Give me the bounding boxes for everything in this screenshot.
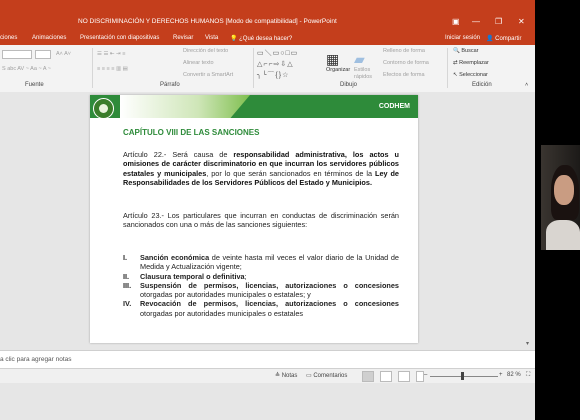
notes-button[interactable]: ≜ Notas — [275, 373, 298, 379]
shape-fill-button[interactable]: Relleno de forma — [383, 48, 425, 54]
restore-icon[interactable]: ❐ — [495, 17, 503, 26]
list-buttons-icon[interactable]: ☰ ☰ ⇤ ⇥ ≡ — [97, 51, 126, 57]
item-bold: Revocación de permisos, licencias, autorizaciones o concesiones — [140, 299, 399, 309]
slide-canvas[interactable] — [90, 95, 418, 343]
window-title: NO DISCRIMINACIÓN Y DERECHOS HUMANOS [Modo de compatibilidad] - PowerPoint — [78, 18, 337, 25]
zoom-thumb[interactable] — [461, 372, 464, 380]
ribbon-display-icon[interactable]: ▣ — [452, 17, 460, 26]
item-bold: Sanción económica — [140, 253, 210, 262]
comments-button[interactable]: ▭ Comentarios — [306, 373, 348, 379]
art22-bold-2: Ley de Responsabilidades de los Servidores Públicos del Estado y Municipios. — [123, 168, 399, 187]
close-icon[interactable]: ✕ — [518, 17, 525, 26]
list-item — [123, 299, 399, 318]
notes-placeholder: a clic para agregar notas — [0, 356, 72, 363]
art22-bold-1: responsabilidad administrativa, los actos u omisiones de carácter discriminatorio en que incurran los servidores públicos estatales y municipales — [123, 150, 399, 178]
editing-group-label: Edición — [472, 82, 492, 88]
sanctions-list — [123, 253, 399, 318]
header-stripe — [120, 95, 250, 118]
collapse-ribbon-icon[interactable]: ˄ — [525, 82, 529, 88]
tab-animations[interactable]: Animaciones — [32, 35, 67, 41]
zoom-out-icon[interactable]: – — [424, 372, 428, 378]
tab-slideshow[interactable]: Presentación con diapositivas — [80, 35, 160, 41]
find-button[interactable]: 🔍 Buscar — [453, 48, 479, 54]
chapter-title: CAPÍTULO VIII DE LAS SANCIONES — [123, 128, 260, 137]
ribbon — [0, 45, 535, 93]
ribbon-separator — [92, 48, 93, 88]
item-text: otorgadas por autoridades municipales o estatales — [140, 308, 304, 318]
list-item — [123, 253, 399, 272]
zoom-slider[interactable] — [430, 376, 498, 377]
tab-view[interactable]: Vista — [205, 35, 219, 41]
arrange-button[interactable]: Organizar — [326, 67, 351, 73]
select-label: Seleccionar — [459, 72, 488, 78]
item-bold: Clausura temporal o definitiva — [140, 271, 245, 281]
tab-review[interactable]: Revisar — [173, 35, 194, 41]
zoom-in-icon[interactable]: + — [499, 372, 503, 378]
art22-text-1: Artículo 22.- Será causa de — [123, 150, 234, 159]
slide-editing-area — [0, 92, 535, 350]
ribbon-separator — [447, 48, 448, 88]
item-number: II. — [123, 271, 130, 281]
shape-outline-button[interactable]: Contorno de forma — [383, 60, 429, 66]
font-grow-icon[interactable]: A˄ A˅ — [56, 51, 71, 57]
find-label: Buscar — [461, 48, 479, 54]
tell-me-search[interactable]: 💡 ¿Qué desea hacer? — [230, 36, 293, 42]
share-button[interactable]: 👤 Compartir — [486, 36, 522, 42]
font-format-icons[interactable]: S abc AV ~ Aa ~ A ~ — [2, 66, 51, 72]
slide-sorter-icon[interactable] — [380, 371, 392, 382]
org-name: CODHEM — [378, 103, 410, 110]
item-text: ; — [244, 271, 247, 281]
replace-button[interactable]: ⇄ Reemplazar — [453, 60, 489, 66]
shapes-gallery[interactable]: ▭＼▭○□▭ △⌐⌐⇨⇩△ ╮╰⌒{}☆ — [257, 50, 299, 79]
slideshow-icon[interactable] — [416, 371, 424, 382]
notes-label: Notas — [281, 373, 298, 379]
tab-transitions[interactable]: ciones — [0, 35, 18, 41]
person-shirt — [546, 220, 580, 250]
replace-label: Reemplazar — [459, 60, 489, 66]
notes-pane[interactable] — [0, 350, 535, 369]
share-label: Compartir — [495, 36, 522, 42]
drawing-group-label: Dibujo — [340, 82, 358, 88]
status-bar — [0, 368, 535, 383]
fit-slide-icon[interactable]: ⛶ — [526, 372, 531, 378]
item-text: de veinte hasta mil veces el valor diario de la Unidad de Medida y Actualización vigente; — [140, 253, 399, 272]
quick-styles-icon[interactable]: ▰ — [354, 51, 365, 67]
font-size-box[interactable] — [35, 50, 51, 59]
slide-header-band — [90, 95, 418, 118]
title-bar — [0, 0, 535, 33]
person-face — [554, 175, 574, 205]
item-number: IV. — [123, 299, 132, 309]
text-direction-button[interactable]: Dirección del texto — [183, 48, 229, 54]
scroll-down-icon[interactable]: ▾ — [526, 341, 530, 347]
art22-text-2: , por lo que serán sancionados en términos de la — [206, 168, 375, 178]
list-item — [123, 272, 399, 281]
quick-styles-button[interactable]: Estilos rápidos — [354, 67, 373, 80]
font-group-label: Fuente — [25, 82, 44, 88]
arrange-icon[interactable]: ▦ — [326, 51, 340, 67]
zoom-level[interactable]: 82 % — [507, 372, 521, 378]
align-text-button[interactable]: Alinear texto — [183, 60, 214, 66]
select-button[interactable]: ↖ Seleccionar — [453, 72, 488, 78]
list-item — [123, 281, 399, 300]
item-bold: Suspensión de permisos, licencias, autorizaciones o concesiones — [140, 280, 399, 290]
paragraph-group-label: Párrafo — [160, 82, 180, 88]
item-number: III. — [123, 280, 132, 290]
codhem-logo — [93, 98, 114, 119]
item-number: I. — [123, 253, 128, 262]
signin-link[interactable]: Iniciar sesión — [445, 35, 481, 41]
smartart-button[interactable]: Convertir a SmartArt — [183, 72, 234, 78]
ribbon-tabs — [0, 33, 535, 45]
tell-me-label: ¿Qué desea hacer? — [239, 36, 293, 42]
article-23: Artículo 23.- Los particulares que incurran en conductas de discriminación serán sancionados con una o más de las sanciones siguientes: — [123, 211, 399, 230]
align-buttons-icon[interactable]: ≡ ≡ ≡ ≡ ▥ ▤ — [97, 66, 128, 72]
comments-label: Comentarios — [313, 373, 348, 379]
webcam-thumbnail — [541, 145, 580, 250]
reading-view-icon[interactable] — [398, 371, 410, 382]
ribbon-separator — [253, 48, 254, 88]
minimize-icon[interactable]: — — [472, 17, 480, 26]
normal-view-icon[interactable] — [362, 371, 374, 382]
font-name-box[interactable] — [2, 50, 32, 59]
shape-effects-button[interactable]: Efectos de forma — [383, 72, 425, 78]
article-22 — [123, 150, 399, 187]
item-text: otorgadas por autoridades municipales o estatales; y — [140, 290, 311, 300]
